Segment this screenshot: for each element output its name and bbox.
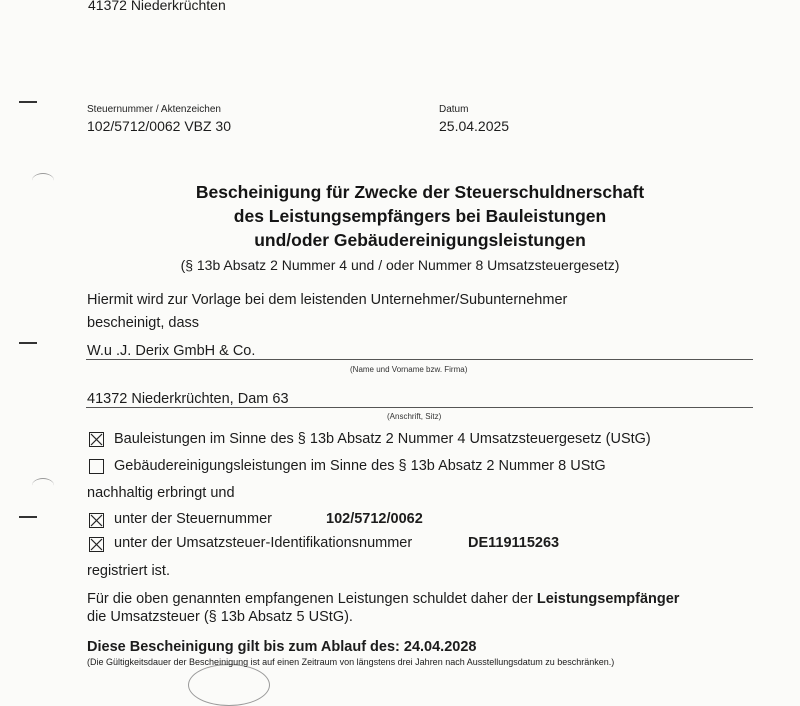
liability-line-2: die Umsatzsteuer (§ 13b Absatz 5 UStG). (87, 609, 353, 625)
margin-mark (19, 101, 37, 103)
vat-id-label: unter der Umsatzsteuer-Identifikationsnummer (114, 535, 413, 551)
check-cross-icon (90, 514, 103, 527)
intro-line-2: bescheinigt, dass (87, 315, 200, 331)
document-subtitle: (§ 13b Absatz 2 Nummer 4 und / oder Nummer 8 Umsatzsteuergesetz) (180, 257, 620, 273)
fold-mark (32, 478, 54, 493)
margin-mark (19, 342, 37, 344)
checkbox-vat-id[interactable] (89, 537, 104, 552)
liability-emphasis: Leistungsempfänger (536, 591, 680, 607)
liability-line-1 (87, 591, 679, 607)
tax-number-value: 102/5712/0062 VBZ 30 (87, 118, 232, 134)
name-underline (86, 359, 753, 360)
document-title-line-3: und/oder Gebäudereinigungsleistungen (254, 230, 586, 250)
intro-line-1: Hiermit wird zur Vorlage bei dem leistenden Unternehmer/Subunternehmer (87, 292, 568, 308)
validity-note: (Die Gültigkeitsdauer der Bescheinigung ist auf einen Zeitraum von längstens drei Jahren nach Ausstellungsdatum zu beschränken.) (87, 657, 615, 667)
margin-mark (19, 516, 37, 518)
stamp-edge (188, 664, 270, 706)
vat-id-value: DE119115263 (468, 535, 560, 551)
tax-number-label: Steuernummer / Aktenzeichen (87, 104, 221, 115)
validity-statement: Diese Bescheinigung gilt bis zum Ablauf des: 24.04.2028 (87, 639, 477, 655)
recipient-name: W.u .J. Derix GmbH & Co. (87, 343, 256, 359)
sender-address: 41372 Niederkrüchten (88, 0, 226, 13)
checkbox-construction[interactable] (89, 432, 104, 447)
registered-text: registriert ist. (87, 563, 170, 579)
tax-number-reg-label: unter der Steuernummer (114, 511, 272, 527)
liability-text: Für die oben genannten empfangenen Leistungen schuldet daher der (87, 591, 533, 607)
sustained-text: nachhaltig erbringt und (87, 485, 235, 501)
document-title-line-1: Bescheinigung für Zwecke der Steuerschuldnerschaft (195, 182, 645, 202)
document-title-line-2: des Leistungsempfängers bei Bauleistungen (233, 206, 607, 226)
check-cross-icon (90, 433, 103, 446)
address-underline (86, 407, 753, 408)
checkbox-cleaning[interactable] (89, 459, 104, 474)
date-value: 25.04.2025 (439, 118, 510, 134)
checkbox-tax-number[interactable] (89, 513, 104, 528)
date-label: Datum (439, 104, 469, 115)
name-caption: (Name und Vorname bzw. Firma) (350, 365, 468, 374)
recipient-address: 41372 Niederkrüchten, Dam 63 (87, 391, 289, 407)
address-caption: (Anschrift, Sitz) (387, 412, 442, 421)
cleaning-label: Gebäudereinigungsleistungen im Sinne des § 13b Absatz 2 Nummer 8 UStG (114, 458, 606, 474)
check-cross-icon (90, 538, 103, 551)
tax-number-reg-value: 102/5712/0062 (326, 511, 423, 527)
construction-label: Bauleistungen im Sinne des § 13b Absatz 2 Nummer 4 Umsatzsteuergesetz (UStG) (114, 431, 651, 447)
